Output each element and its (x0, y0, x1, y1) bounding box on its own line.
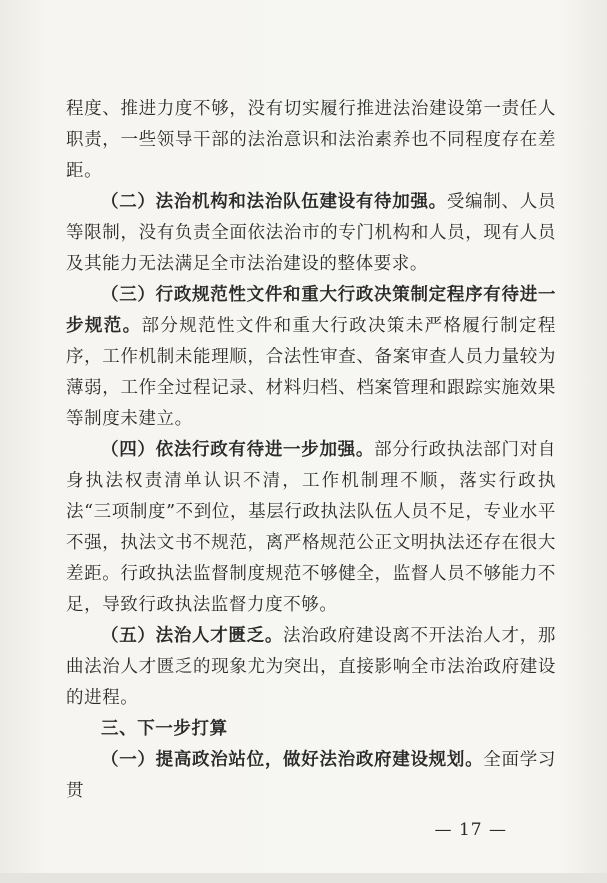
paragraph-lead: （一）提高政治站位，做好法治政府建设规划。 (101, 750, 484, 770)
document-body (66, 94, 556, 807)
paragraph-lead: （四）依法行政有待进一步加强。 (101, 440, 375, 460)
page-number: — 17 — (434, 820, 507, 840)
paragraph-text: 全面学习贯 (66, 750, 556, 801)
section-heading: 三、下一步打算 (101, 719, 228, 739)
paragraph-5 (66, 621, 556, 714)
paragraph-text: 受编制、人员等限制，没有负责全面依法治市的专门机构和人员，现有人员及其能力无法满足全市法治建设的整体要求。 (66, 192, 556, 274)
paragraph-2 (66, 187, 556, 280)
paragraph-text: 法治政府建设离不开法治人才，那曲法治人才匮乏的现象尤为突出，直接影响全市法治政府建设的进程。 (66, 626, 557, 708)
paragraph-3 (66, 280, 556, 435)
paragraph-1 (66, 94, 556, 187)
scan-edge (0, 873, 607, 883)
paragraph-6 (66, 745, 556, 807)
paragraph-text: 程度、推进力度不够，没有切实履行推进法治建设第一责任人职责，一些领导干部的法治意识和法治素养也不同程度存在差距。 (66, 99, 556, 181)
paragraph-4 (66, 435, 556, 621)
paragraph-text: 部分行政执法部门对自身执法权责清单认识不清，工作机制理不顺，落实行政执法“三项制度”不到位，基层行政执法队伍人员不足，专业水平不强，执法文书不规范，离严格规范公正文明执法还存在很大差距。行政执法监督制度规范不够健全，监督人员不够能力不足，导致行政执法监督力度不够。 (66, 440, 556, 615)
paragraph-text: 部分规范性文件和重大行政决策未严格履行制定程序，工作机制未能理顺，合法性审查、备案审查人员力量较为薄弱，工作全过程记录、材料归档、档案管理和跟踪实施效果等制度未建立。 (66, 316, 557, 429)
paragraph-lead: （二）法治机构和法治队伍建设有待加强。 (101, 192, 447, 212)
paragraph-lead: （三）行政规范性文件和重大行政决策制定程序有待进一步规范。 (66, 285, 556, 336)
paragraph-lead: （五）法治人才匮乏。 (101, 626, 284, 646)
